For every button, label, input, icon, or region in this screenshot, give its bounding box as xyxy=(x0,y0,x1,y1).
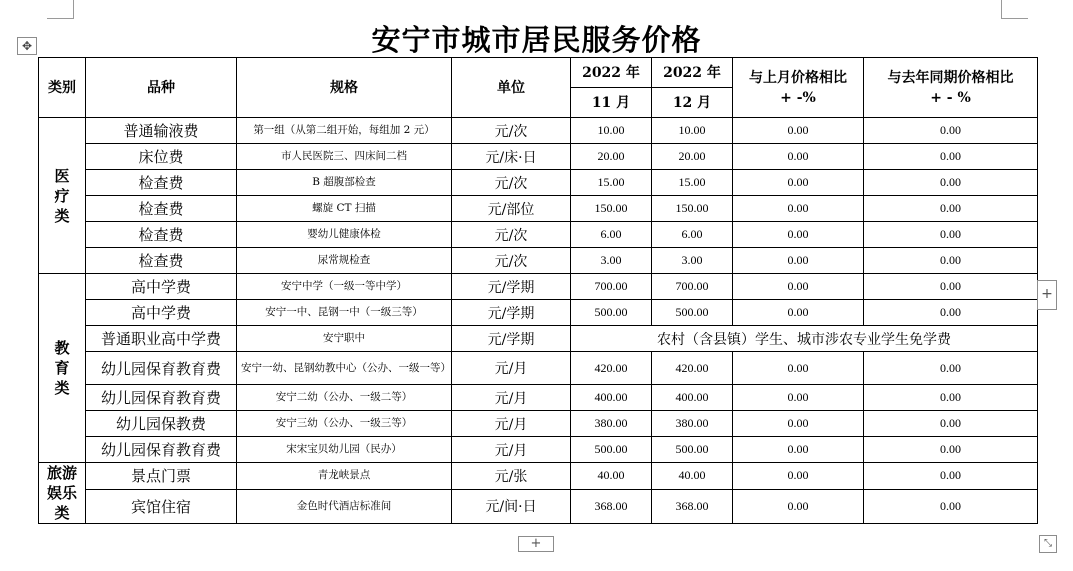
price-nov-cell: 500.00 xyxy=(571,300,652,326)
price-dec-cell: 15.00 xyxy=(652,170,733,196)
spec-cell: 宋宋宝贝幼儿园（民办） xyxy=(237,437,452,463)
mom-cell: 0.00 xyxy=(733,274,864,300)
table-row xyxy=(39,196,1038,222)
yoy-cell: 0.00 xyxy=(864,489,1038,523)
item-cell: 幼儿园保教费 xyxy=(86,411,237,437)
spec-cell: B 超腹部检查 xyxy=(237,170,452,196)
spec-cell: 安宁中学（一级一等中学） xyxy=(237,274,452,300)
price-nov-cell: 400.00 xyxy=(571,385,652,411)
item-cell: 检查费 xyxy=(86,222,237,248)
table-row xyxy=(39,352,1038,385)
unit-cell: 元/学期 xyxy=(452,326,571,352)
category-char: 娱乐 xyxy=(46,484,77,502)
unit-cell: 元/月 xyxy=(452,437,571,463)
mom-cell: 0.00 xyxy=(733,437,864,463)
item-cell: 幼儿园保育教育费 xyxy=(86,352,237,385)
table-row xyxy=(39,118,1038,144)
unit-cell: 元/张 xyxy=(452,463,571,490)
unit-cell: 元/次 xyxy=(452,222,571,248)
price-dec-cell: 40.00 xyxy=(652,463,733,490)
price-dec-cell: 500.00 xyxy=(652,300,733,326)
price-nov-cell: 150.00 xyxy=(571,196,652,222)
mom-cell: 0.00 xyxy=(733,248,864,274)
price-dec-cell: 700.00 xyxy=(652,274,733,300)
page-corner-mark-top-left xyxy=(47,0,74,19)
table-row xyxy=(39,144,1038,170)
price-nov-cell: 40.00 xyxy=(571,463,652,490)
table-row xyxy=(39,222,1038,248)
spec-cell: 安宁二幼（公办、一级二等） xyxy=(237,385,452,411)
spec-cell: 螺旋 CT 扫描 xyxy=(237,196,452,222)
spec-cell: 安宁职中 xyxy=(237,326,452,352)
header-spec: 规格 xyxy=(237,58,452,118)
yoy-cell: 0.00 xyxy=(864,411,1038,437)
unit-cell: 元/间·日 xyxy=(452,489,571,523)
item-cell: 检查费 xyxy=(86,170,237,196)
spec-cell: 婴幼儿健康体检 xyxy=(237,222,452,248)
spec-cell: 第一组（从第二组开始，每组加 2 元） xyxy=(237,118,452,144)
unit-cell: 元/月 xyxy=(452,352,571,385)
spec-cell: 市人民医院三、四床间二档 xyxy=(237,144,452,170)
spec-cell: 金色时代酒店标准间 xyxy=(237,489,452,523)
category-medical xyxy=(39,118,86,274)
table-row xyxy=(39,385,1038,411)
mom-cell: 0.00 xyxy=(733,222,864,248)
table-resize-handle-icon[interactable]: ⤡ xyxy=(1039,535,1057,553)
price-dec-cell: 6.00 xyxy=(652,222,733,248)
price-nov-cell: 15.00 xyxy=(571,170,652,196)
mom-cell: 0.00 xyxy=(733,411,864,437)
item-cell: 普通职业高中学费 xyxy=(86,326,237,352)
yoy-cell: 0.00 xyxy=(864,222,1038,248)
item-cell: 普通输液费 xyxy=(86,118,237,144)
price-dec-cell: 20.00 xyxy=(652,144,733,170)
item-cell: 床位费 xyxy=(86,144,237,170)
price-nov-cell: 368.00 xyxy=(571,489,652,523)
table-row xyxy=(39,463,1038,490)
yoy-cell: 0.00 xyxy=(864,274,1038,300)
table-row xyxy=(39,326,1038,352)
price-nov-cell: 700.00 xyxy=(571,274,652,300)
spec-cell: 安宁一中、昆钢一中（一级三等） xyxy=(237,300,452,326)
category-education xyxy=(39,274,86,463)
unit-cell: 元/床·日 xyxy=(452,144,571,170)
spec-cell: 青龙峡景点 xyxy=(237,463,452,490)
category-char: 教 xyxy=(54,339,70,357)
header-period2-month: 12 月 xyxy=(652,88,733,118)
price-dec-cell: 10.00 xyxy=(652,118,733,144)
price-table xyxy=(38,57,1038,524)
price-nov-cell: 10.00 xyxy=(571,118,652,144)
yoy-cell: 0.00 xyxy=(864,300,1038,326)
header-period2-year: 2022 年 xyxy=(652,58,733,88)
header-mom-change xyxy=(733,58,864,118)
table-row xyxy=(39,437,1038,463)
yoy-cell: 0.00 xyxy=(864,144,1038,170)
category-char: 类 xyxy=(54,206,70,225)
price-dec-cell: 420.00 xyxy=(652,352,733,385)
table-row xyxy=(39,489,1038,523)
mom-cell: 0.00 xyxy=(733,463,864,490)
spec-cell: 安宁三幼（公办、一级三等） xyxy=(237,411,452,437)
header-unit: 单位 xyxy=(452,58,571,118)
yoy-cell: 0.00 xyxy=(864,437,1038,463)
table-row xyxy=(39,274,1038,300)
table-row xyxy=(39,300,1038,326)
yoy-cell: 0.00 xyxy=(864,463,1038,490)
item-cell: 高中学费 xyxy=(86,300,237,326)
price-nov-cell: 500.00 xyxy=(571,437,652,463)
mom-cell: 0.00 xyxy=(733,489,864,523)
mom-cell: 0.00 xyxy=(733,385,864,411)
price-dec-cell: 500.00 xyxy=(652,437,733,463)
header-yoy-line2: + - % xyxy=(930,89,971,106)
page-corner-mark-top-right xyxy=(1001,0,1028,19)
unit-cell: 元/月 xyxy=(452,385,571,411)
add-row-button[interactable]: + xyxy=(518,536,554,552)
unit-cell: 元/次 xyxy=(452,118,571,144)
unit-cell: 元/学期 xyxy=(452,300,571,326)
category-char: 育 xyxy=(54,359,70,377)
price-dec-cell: 150.00 xyxy=(652,196,733,222)
unit-cell: 元/学期 xyxy=(452,274,571,300)
mom-cell: 0.00 xyxy=(733,144,864,170)
spec-cell: 安宁一幼、昆钢幼教中心（公办、一级一等） xyxy=(237,352,452,385)
item-cell: 高中学费 xyxy=(86,274,237,300)
mom-cell: 0.00 xyxy=(733,300,864,326)
price-dec-cell: 400.00 xyxy=(652,385,733,411)
add-column-button[interactable]: + xyxy=(1037,280,1057,310)
item-cell: 检查费 xyxy=(86,248,237,274)
yoy-cell: 0.00 xyxy=(864,170,1038,196)
mom-cell: 0.00 xyxy=(733,118,864,144)
spec-cell: 尿常规检查 xyxy=(237,248,452,274)
yoy-cell: 0.00 xyxy=(864,118,1038,144)
category-tourism xyxy=(39,463,86,524)
price-dec-cell: 380.00 xyxy=(652,411,733,437)
unit-cell: 元/月 xyxy=(452,411,571,437)
header-period1-month: 11 月 xyxy=(571,88,652,118)
table-row xyxy=(39,170,1038,196)
page-title: 安宁市城市居民服务价格 xyxy=(371,23,702,57)
mom-cell: 0.00 xyxy=(733,352,864,385)
price-nov-cell: 20.00 xyxy=(571,144,652,170)
header-category: 类别 xyxy=(39,58,86,118)
category-char: 医 xyxy=(54,166,70,185)
header-mom-line2: + -% xyxy=(780,89,816,106)
header-yoy-line1: 与去年同期价格相比 xyxy=(887,69,1014,86)
unit-cell: 元/部位 xyxy=(452,196,571,222)
yoy-cell: 0.00 xyxy=(864,248,1038,274)
price-nov-cell: 420.00 xyxy=(571,352,652,385)
item-cell: 宾馆住宿 xyxy=(86,489,237,523)
unit-cell: 元/次 xyxy=(452,170,571,196)
item-cell: 检查费 xyxy=(86,196,237,222)
header-mom-line1: 与上月价格相比 xyxy=(749,69,847,86)
yoy-cell: 0.00 xyxy=(864,352,1038,385)
yoy-cell: 0.00 xyxy=(864,196,1038,222)
header-item: 品种 xyxy=(86,58,237,118)
table-row xyxy=(39,411,1038,437)
price-dec-cell: 3.00 xyxy=(652,248,733,274)
price-dec-cell: 368.00 xyxy=(652,489,733,523)
price-nov-cell: 3.00 xyxy=(571,248,652,274)
price-nov-cell: 380.00 xyxy=(571,411,652,437)
table-row xyxy=(39,248,1038,274)
category-char: 类 xyxy=(54,379,70,397)
unit-cell: 元/次 xyxy=(452,248,571,274)
item-cell: 幼儿园保育教育费 xyxy=(86,437,237,463)
price-nov-cell: 6.00 xyxy=(571,222,652,248)
header-period1-year: 2022 年 xyxy=(571,58,652,88)
exemption-note: 农村（含县镇）学生、城市涉农专业学生免学费 xyxy=(571,326,1038,352)
mom-cell: 0.00 xyxy=(733,196,864,222)
category-char: 旅游 xyxy=(46,464,77,482)
item-cell: 幼儿园保育教育费 xyxy=(86,385,237,411)
mom-cell: 0.00 xyxy=(733,170,864,196)
header-yoy-change xyxy=(864,58,1038,118)
table-move-handle-icon[interactable]: ✥ xyxy=(17,37,37,55)
category-char: 疗 xyxy=(54,186,70,205)
yoy-cell: 0.00 xyxy=(864,385,1038,411)
item-cell: 景点门票 xyxy=(86,463,237,490)
category-char: 类 xyxy=(54,504,70,522)
